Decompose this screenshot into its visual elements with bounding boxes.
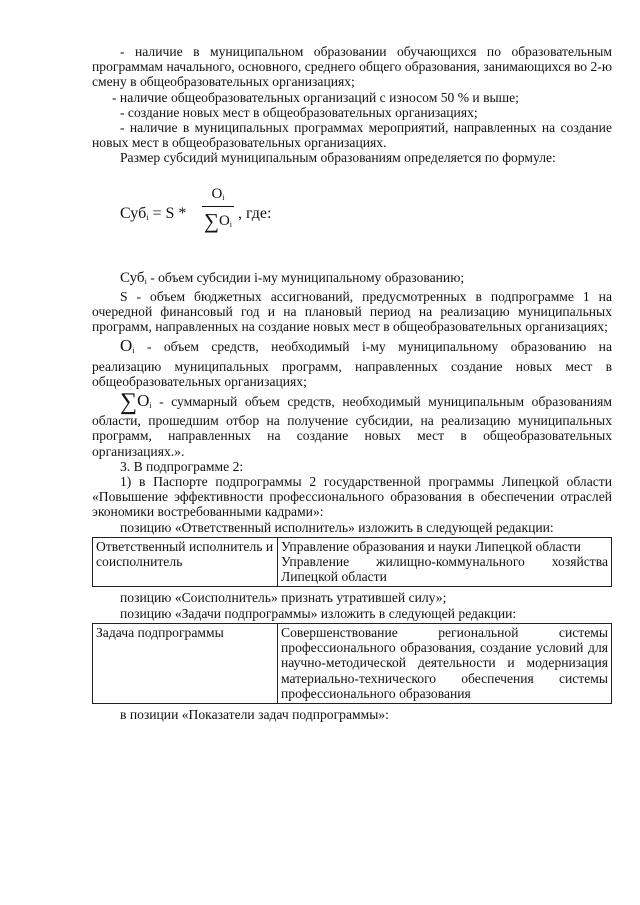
formula-numerator: $O_i$ (211, 185, 225, 202)
formula-tail: , где: (238, 204, 272, 222)
formula-lhs: Суб$_i$ = S * (120, 204, 187, 222)
list-item: - наличие общеобразовательных организаций с износом 50 % и выше; (112, 89, 519, 105)
formula-fraction (202, 186, 234, 234)
document-page (92, 44, 612, 722)
instruction: в позиции «Показатели задач подпрограммы»: (120, 706, 389, 722)
responsible-executor-table (92, 537, 612, 588)
formula-denominator: $\sum O_i$ (203, 208, 233, 233)
definition-sum: $\sum O_i$ - суммарный объем средств, необходимый муниципальным образованиям области, прошедшим отбор на получение субсидии, на реализацию муниципальных программ, направленных на создание новых мест в общеобразовательных организациях.». (92, 389, 612, 459)
list-item: - наличие в муниципальном образовании обучающихся по образовательным программам начального, основного, среднего общего образования, занимающихся во 2-ю смену в общеобразовательных организациях; (92, 44, 612, 90)
section-item: 1) в Паспорте подпрограммы 2 государственной программы Липецкой области «Повышение эффективности профессионального образования в обеспечении отраслей экономики востребованными кадрами»: (92, 474, 612, 520)
formula-intro: Размер субсидий муниципальным образованиям определяется по формуле: (120, 150, 556, 166)
subsidy-formula (92, 172, 612, 268)
fraction-bar (202, 206, 234, 207)
list-item: - создание новых мест в общеобразовательных организациях; (120, 104, 478, 120)
table-cell-value: Управление образования и науки Липецкой области Управление жилищно-коммунального хозяйства Липецкой области (278, 537, 612, 587)
section-heading: 3. В подпрограмме 2: (120, 458, 244, 474)
definition-sub: Суб$_i$ - объем субсидии i-му муниципальному образованию; (120, 269, 465, 286)
table-cell-value: Совершенствование региональной системы профессионального образования, создание условий для научно-методической деятельности и модернизация материально-технического обеспечения системы профессионального образования (278, 623, 612, 703)
instruction: позицию «Задачи подпрограммы» изложить в следующей редакции: (120, 605, 517, 621)
instruction: позицию «Соисполнитель» признать утратившей силу»; (120, 590, 447, 606)
table-cell-label: Ответственный исполнитель и соисполнитель (93, 537, 278, 587)
definition-s: S - объем бюджетных ассигнований, предусмотренных в подпрограмме 1 на очередной финансовый год и на плановый период на реализацию муниципальных программ, направленных на создание новых мест в общеобразовательных организациях; (92, 288, 612, 335)
subprogram-tasks-table (92, 623, 612, 704)
table-row (93, 537, 612, 587)
definition-o: $O_i$ - объем средств, необходимый i-му муниципальному образованию на реализацию муниципальных программ, направленных создание новых мест в общеобразовательных организациях; (92, 336, 612, 389)
list-item: - наличие в муниципальных программах мероприятий, направленных на создание новых мест в общеобразовательных организациях. (92, 120, 612, 151)
instruction: позицию «Ответственный исполнитель» изложить в следующей редакции: (120, 519, 554, 535)
table-cell-label: Задача подпрограммы (93, 623, 278, 703)
table-row (93, 623, 612, 703)
